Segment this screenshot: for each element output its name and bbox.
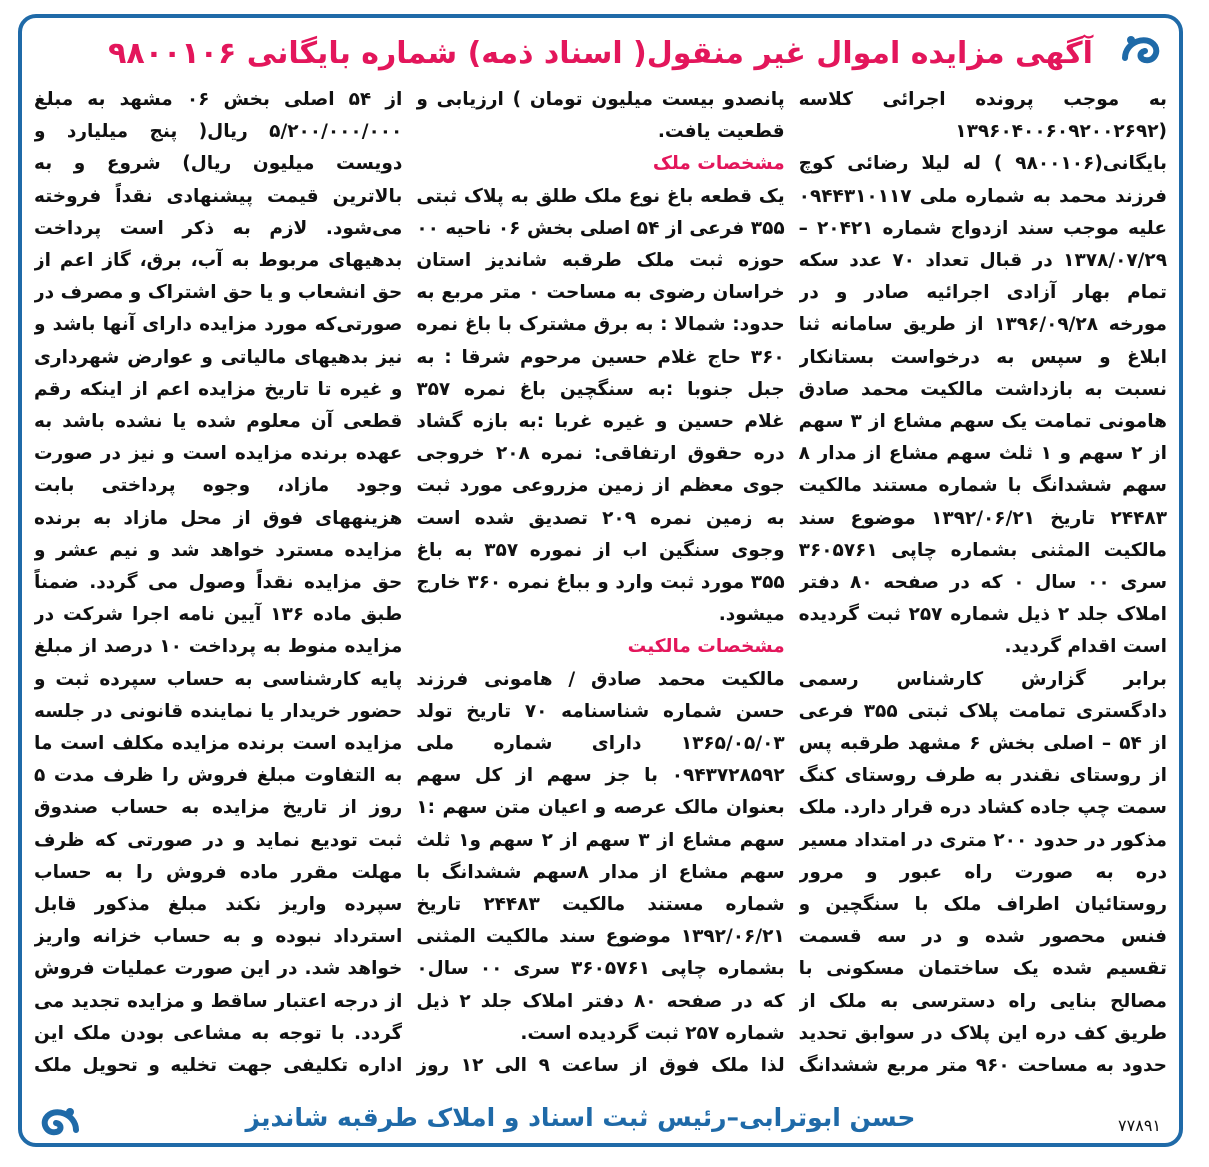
- valuation-paragraph: پانصدو بیست میلیون تومان ) ارزیابی و قطعیت یافت.: [416, 89, 785, 143]
- property-specs-paragraph: یک قطعه باغ نوع ملک طلق به پلاک ثبتی ۳۵۵ فرعی از ۵۴ اصلی بخش ۰۶ ناحیه ۰۰ حوزه ثبت ملک طرقبه شاندیز استان خراسان رضوی به مساحت ۰ متر مربع به حدود: شمالا : به برق مشترک با باغ نمره ۳۶۰ حاج غلام حسین مرحوم شرقا : به جبل جنوبا :به سنگچین باغ نمره ۳۵۷ غلام حسین و غیره غربا :به بازه گشاد دره حقوق ارتفاقی: نمره ۲۰۸ خروجی جوی معظم از زمین مزروعی مورد ثبت به زمین نمره ۲۰۹ تصدیق شده است وجوی سنگین اب از نموره ۳۵۷ به باغ ۳۵۵ مورد ثبت وارد و بباغ نمره ۳۶۰ خارج میشود.: [416, 185, 785, 626]
- auction-terms-paragraph: از ۵۴ اصلی بخش ۰۶ مشهد به مبلغ ۵/۲۰۰/۰۰۰/۰۰۰ ریال( پنج میلیارد و دویست میلیون ریال) شروع و به بالاترین قیمت پیشنهادی نقداً فروخته می‌شود. لازم به ذکر است پرداخت بدهیهای مربوط به آب، برق، گاز اعم از حق انشعاب و یا حق اشتراک و مصرف در صورتی‌که مورد مزایده دارای آنها باشد و نیز بدهیهای مالیاتی و عوارض شهرداری و غیره تا تاریخ مزایده اعم از اینکه رقم قطعی آن معلوم شده یا نشده باشد به عهده برنده مزایده است و نیز در صورت وجود مازاد، وجوه پرداختی بابت هزینههای فوق از محل مازاد به برنده مزایده مسترد خواهد شد و نیم عشر و حق مزایده نقداً وصول می گردد. ضمناً طبق ماده ۱۳۶ آیین نامه اجرا شرکت در مزایده منوط به پرداخت ۱۰ درصد از مبلغ پایه کارشناسی به حساب سپرده ثبت و حضور خریدار یا نماینده قانونی در جلسه مزایده است برنده مزایده مکلف است ما به التفاوت مبلغ فروش را ظرف مدت ۵ روز از تاریخ مزایده به حساب صندوق ثبت تودیع نماید و در صورتی که ظرف مهلت مقرر ماده فروش را به حساب سپرده واریز نکند مبلغ مذکور قابل استرداد نبوده و به حساب خزانه واریز خواهد شد. در این صورت عملیات فروش از درجه اعتبار ساقط و مزایده تجدید می گردد. با توجه به مشاعی بودن ملک این اداره تکلیفی جهت تخلیه و تحویل ملک: [34, 89, 403, 1077]
- registry-logo-icon: [38, 1100, 84, 1146]
- ad-frame: [18, 14, 1183, 1147]
- case-paragraph: به موجب پرونده اجرائی کلاسه (۱۳۹۶۰۴۰۰۶۰۹۲۰۰۲۶۹۲ بایگانی(۹۸۰۰۱۰۶ ) له لیلا رضائی کوچ فرزند محمد به شماره ملی ۰۹۴۴۳۱۰۱۱۷ علیه موجب سند ازدواج شماره ۲۰۴۲۱ – ۱۳۷۸/۰۷/۲۹ در قبال تعداد ۷۰ عدد سکه تمام بهار آزادی اجرائیه صادر و در مورخه ۱۳۹۶/۰۹/۲۸ از طریق سامانه ثنا ابلاغ و سپس به درخواست بستانکار نسبت به بازداشت مالکیت محمد صادق هامونی تمامت یک سهم مشاع از ۳ سهم از ۲ سهم و ۱ ثلث سهم مشاع از مدار ۸ سهم ششدانگ با شماره مستند مالکیت ۲۴۴۸۳ تاریخ ۱۳۹۲/۰۶/۲۱ موضوع سند مالکیت المثنی بشماره چاپی ۳۶۰۵۷۶۱ سری ۰۰ سال ۰ که در صفحه ۸۰ دفتر املاک جلد ۲ ذیل شماره ۲۵۷ ثبت گردیده است اقدام گردید.: [798, 89, 1167, 658]
- column-left: [34, 84, 402, 1088]
- ad-title: آگهی مزایده اموال غیر منقول( اسناد ذمه) شماره بایگانی ۹۸۰۰۱۰۶: [108, 36, 1093, 71]
- column-middle: [416, 84, 784, 1088]
- registry-logo-icon: [1117, 28, 1163, 74]
- ownership-specs-paragraph: مالکیت محمد صادق / هامونی فرزند حسن شماره شناسنامه ۷۰ تاریخ تولد ۱۳۶۵/۰۵/۰۳ دارای شماره ملی ۰۹۴۳۷۲۸۵۹۲ با جز سهم از کل سهم بعنوان مالک عرصه و اعیان متن سهم :۱ سهم مشاع از ۳ سهم از ۲ سهم و۱ ثلث سهم مشاع از مدار ۸سهم ششدانگ با شماره مستند مالکیت ۲۴۴۸۳ تاریخ ۱۳۹۲/۰۶/۲۱ موضوع سند مالکیت المثنی بشماره چاپی ۳۶۰۵۷۶۱ سری ۰۰ سال۰ که در صفحه ۸۰ دفتر املاک جلد ۲ ذیل شماره ۲۵۷ ثبت گردیده است.: [416, 668, 785, 1044]
- auction-time-paragraph: لذا ملک فوق از ساعت ۹ الی ۱۲ روز: [416, 1055, 785, 1077]
- ownership-specs-heading: مشخصات مالکیت: [627, 636, 785, 658]
- ad-body: [34, 84, 1167, 1088]
- column-right: [799, 84, 1167, 1088]
- expert-report-paragraph: برابر گزارش کارشناس رسمی دادگستری تمامت پلاک ثبتی ۳۵۵ فرعی از ۵۴ – اصلی بخش ۶ مشهد طرقبه پس از روستای نقندر به طرف روستای کنگ سمت چپ جاده کشاد دره قرار دارد. ملک مذکور در حدود ۲۰۰ متری در امتداد مسیر دره به صورت راه عبور و مرور روستائیان اطراف ملک با سنگچین و فنس محصور شده و در سه قسمت تقسیم شده یک ساختمان مسکونی با مصالح بنایی راه دسترسی به ملک از طریق کف دره این پلاک در سوابق تحدید حدود به مساحت ۹۶۰ متر مربع ششدانگ: [798, 668, 1167, 1077]
- signature-line: حسن ابوترابی–رئیس ثبت اسناد و املاک طرقبه شاندیز: [245, 1103, 916, 1132]
- ad-code: ۷۷۸۹۱: [1118, 1116, 1161, 1135]
- property-specs-heading: مشخصات ملک: [652, 153, 785, 175]
